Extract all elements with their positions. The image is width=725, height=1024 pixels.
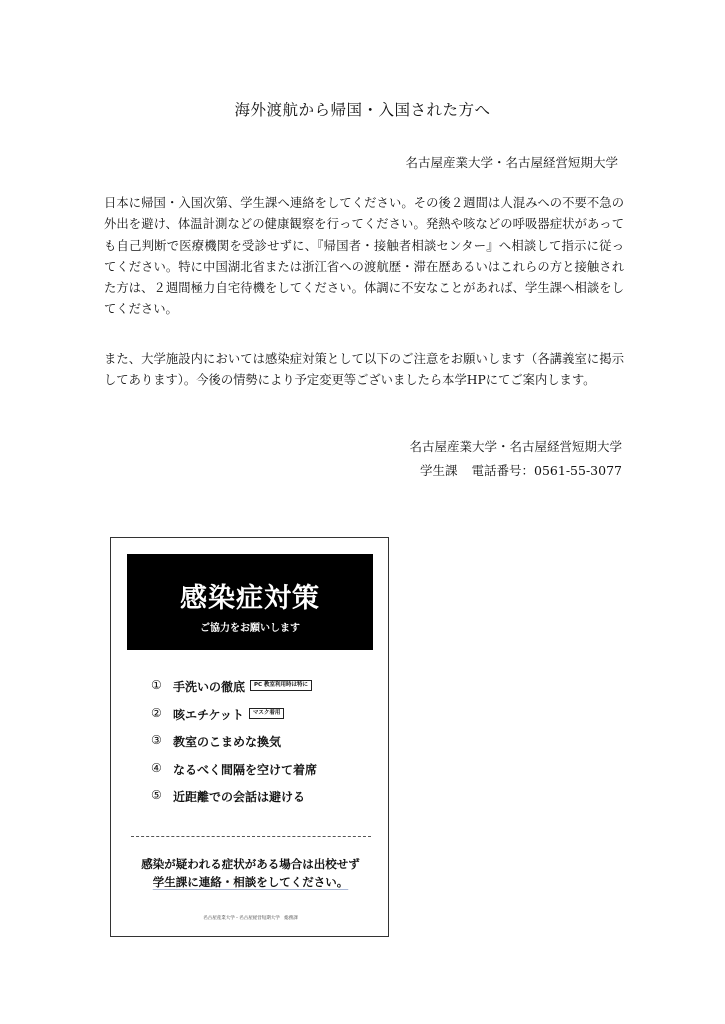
measure-text: なるべく間隔を空けて着席 (173, 762, 318, 777)
measure-number: ⑤ (151, 788, 162, 802)
measure-text: 手洗いの徹底 (173, 680, 246, 694)
measure-text: 教室のこまめな換気 (173, 735, 282, 749)
poster-banner (127, 554, 373, 650)
measure-item (151, 761, 317, 789)
signature-contact (420, 461, 622, 479)
page-title: 海外渡航から帰国・入国された方へ (234, 101, 491, 119)
measure-item (151, 706, 317, 734)
measure-number: ③ (151, 733, 162, 747)
signature-department: 学生課 (420, 463, 458, 478)
measure-text: 咳エチケット (173, 707, 244, 722)
organization-name: 名古屋産業大学・名古屋経営短期大学 (405, 155, 618, 170)
measure-number: ① (151, 678, 162, 692)
body-paragraph-2: また、大学施設内においては感染症対策として以下のご注意をお願いします（各講義室に掲示してあります）。今後の情勢により予定変更等ございましたら本学HPにてご案内します。 (104, 352, 624, 388)
infection-control-poster (110, 537, 389, 937)
poster-subtitle: ご協力をお願いします (200, 623, 300, 634)
dashed-divider (131, 836, 371, 837)
signature-organization: 名古屋産業大学・名古屋経営短期大学 (409, 439, 622, 454)
measure-tag: PC 教室利用時は特に (250, 680, 312, 691)
notice-line-2: 学生課に連絡・相談をしてください。 (152, 875, 349, 889)
signature-phone: 電話番号：0561-55-3077 (471, 463, 622, 478)
measure-item (151, 788, 317, 816)
poster-notice (111, 855, 390, 891)
measure-item (151, 678, 317, 706)
measure-number: ④ (151, 760, 162, 775)
measure-tag: マスク着用 (249, 708, 285, 719)
measure-item (151, 733, 317, 761)
body-paragraph-1: 日本に帰国・入国次第、学生課へ連絡をしてください。その後２週間は人混みへの不要不急の外出を避け、体温計測などの健康観察を行ってください。発熱や咳などの呼吸器症状があっても自己判断で医療機関を受診せずに、『帰国者・接触者相談センター』へ相談して指示に従ってください。特に中国湖北省または浙江省への渡航歴・滞在歴あるいはこれらの方と接触された方は、２週間極力自宅待機をしてください。体調に不安なことがあれば、学生課へ相談をしてください。 (104, 196, 624, 317)
measure-number: ② (151, 705, 162, 720)
poster-footer: 名古屋産業大学・名古屋経営短期大学 総務課 (203, 916, 298, 921)
poster-title: 感染症対策 (180, 583, 320, 614)
measure-text: 近距離での会話は避ける (173, 790, 306, 804)
measures-list (151, 678, 317, 816)
notice-line-1: 感染が疑われる症状がある場合は出校せず (141, 857, 360, 871)
